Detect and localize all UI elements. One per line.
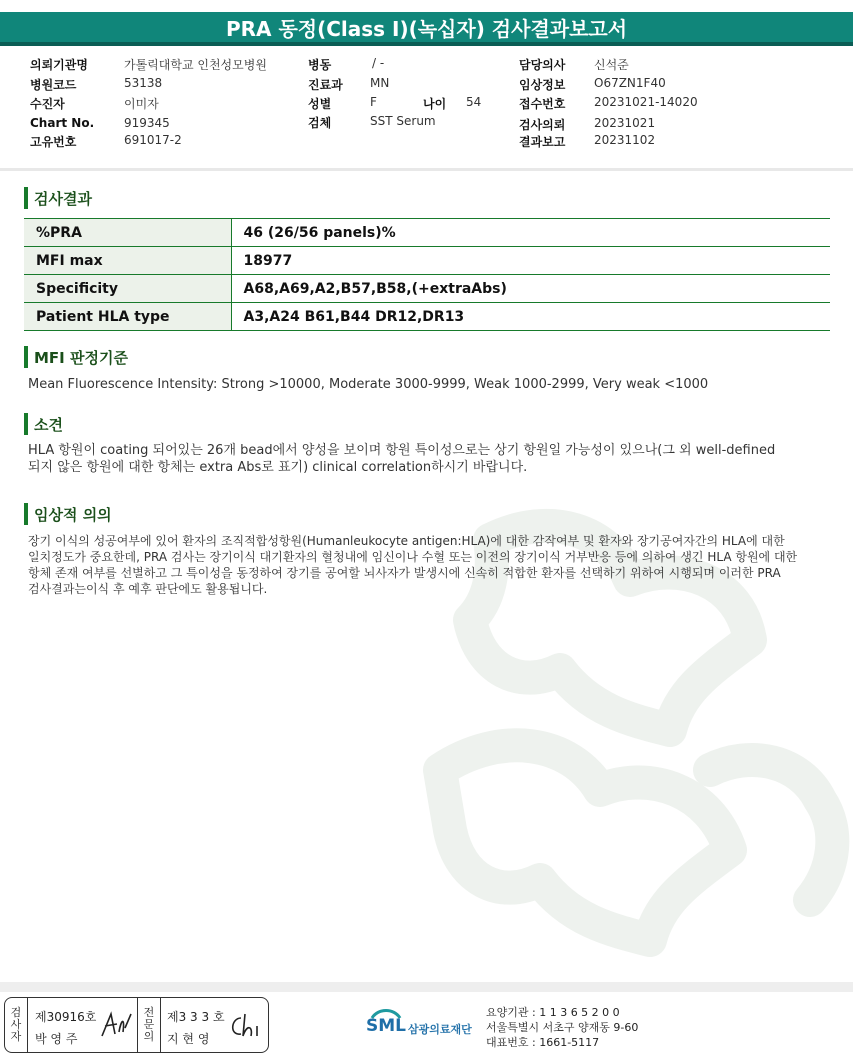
department-label: 진료과 [308,78,343,92]
row-label-pra: %PRA [24,219,231,247]
inspector-vlabel-char: 사 [10,1018,22,1031]
clinical-heading [24,502,112,526]
institution-label: 의뢰기관명 [30,58,88,72]
doctor-label: 담당의사 [519,58,566,72]
hospital-code-label: 병원코드 [30,78,77,92]
box-divider [27,998,28,1052]
mfi-heading [24,345,128,369]
inspector-license: 제30916호 [35,1010,97,1024]
specimen-label: 검체 [308,116,332,130]
clinical-info-value: O67ZN1F40 [594,76,666,90]
org-phone: 대표번호 : 1661-5117 [486,1036,600,1049]
row-value-specificity: A68,A69,A2,B57,B58,(+extraAbs) [231,275,830,303]
heading-accent [24,503,28,525]
report-title: PRA 동정(Class I)(녹십자) 검사결과보고서 [0,12,853,46]
clinical-info-label: 임상정보 [519,78,566,92]
inspector-signature [99,1010,135,1040]
sex-value: F [370,95,377,109]
box-divider [160,998,161,1052]
clinical-line-1: 장기 이식의 성공여부에 있어 환자의 조직적합성항원(Humanleukocyte antigen:HLA)에 대한 감작여부 및 환자와 장기공여자간의 HLA에 대한 [28,534,785,548]
physician-vlabel-char: 문 [143,1018,155,1031]
clinical-line-3: 항체 존재 여부를 선별하고 그 특이성을 동정하여 장기를 공여할 뇌사자가 발생시에 신속히 적합한 환자를 선택하기 위하여 시행되며 이러한 PRA [28,566,781,580]
table-row [24,303,830,331]
row-value-pra: 46 (26/56 panels)% [231,219,830,247]
heading-accent [24,413,28,435]
table-row [24,219,830,247]
clinical-line-4: 검사결과는이식 후 예후 판단에도 활용됩니다. [28,582,268,596]
request-date-label: 검사의뢰 [519,118,566,132]
row-value-mfi-max: 18977 [231,247,830,275]
opinion-line-2: 되지 않은 항원에 대한 항체는 extra Abs로 표기) clinical correlation하시기 바랍니다. [28,460,528,475]
receipt-no-value: 20231021-14020 [594,95,698,109]
department-value: MN [370,76,390,90]
mfi-heading-text: MFI 판정기준 [34,348,128,367]
physician-vlabel-char: 전 [143,1006,155,1019]
physician-license: 제3 3 3 호 [167,1010,225,1024]
org-address: 서울특별시 서초구 양재동 9-60 [486,1021,639,1034]
patient-value: 이미자 [124,97,159,111]
physician-vlabel-char: 의 [143,1030,155,1043]
specimen-value: SST Serum [370,114,436,128]
opinion-heading-text: 소견 [34,415,63,434]
row-label-mfi-max: MFI max [24,247,231,275]
heading-accent [24,187,28,209]
hospital-code-value: 53138 [124,76,163,90]
heading-accent [24,346,28,368]
ward-label: 병동 [308,58,332,72]
row-label-specificity: Specificity [24,275,231,303]
inspector-name: 박 영 주 [35,1032,78,1046]
age-label: 나이 [423,97,447,111]
row-label-hla-type: Patient HLA type [24,303,231,331]
physician-signature [227,1012,263,1040]
results-table [24,218,830,331]
ward-value: / - [372,56,385,70]
inspector-vlabel-char: 자 [10,1030,22,1043]
results-heading [24,186,92,210]
table-row [24,247,830,275]
sml-logo [366,1004,476,1048]
clinical-line-2: 일치정도가 중요한데, PRA 검사는 장기이식 대기환자의 혈청내에 임신이나 수혈 또는 이전의 장기이식 거부반응 등에 의하여 생긴 HLA 항원에 대한 [28,550,798,564]
signature-box [4,997,269,1053]
chart-no-value: 919345 [124,116,170,130]
doctor-value: 신석준 [594,58,629,72]
care-code: 요양기관 : 1 1 3 6 5 2 0 0 [486,1006,620,1019]
contact-info [486,1005,638,1050]
inspector-vlabel-char: 검 [10,1006,22,1019]
age-value: 54 [466,95,482,109]
report-date-value: 20231102 [594,133,656,147]
inspector-vertical-label [5,998,27,1052]
physician-name: 지 현 영 [167,1032,210,1046]
org-name: 삼광의료재단 [408,1023,472,1036]
mfi-criteria-text: Mean Fluorescence Intensity: Strong >10000, Moderate 3000-9999, Weak 1000-2999, Very weak <1000 [28,377,709,392]
unique-no-value: 691017-2 [124,133,182,147]
clinical-heading-text: 임상적 의의 [34,505,112,524]
unique-no-label: 고유번호 [30,135,77,149]
receipt-no-label: 접수번호 [519,97,566,111]
opinion-line-1: HLA 항원이 coating 되어있는 26개 bead에서 양성을 보이며 항원 특이성으로는 상기 항원일 가능성이 있으나(그 외 well-defined [28,443,776,458]
physician-vertical-label [138,998,160,1052]
report-date-label: 결과보고 [519,135,566,149]
sml-logo-text: SML [366,1016,406,1036]
patient-label: 수진자 [30,97,65,111]
footer-divider [0,982,853,992]
results-heading-text: 검사결과 [34,189,92,208]
chart-no-label: Chart No. [30,116,95,130]
info-divider [0,168,853,171]
institution-value: 가톨릭대학교 인천성모병원 [124,58,267,72]
patient-info-panel [0,52,853,172]
opinion-heading [24,412,63,436]
sex-label: 성별 [308,97,332,111]
row-value-hla-type: A3,A24 B61,B44 DR12,DR13 [231,303,830,331]
request-date-value: 20231021 [594,116,656,130]
table-row [24,275,830,303]
